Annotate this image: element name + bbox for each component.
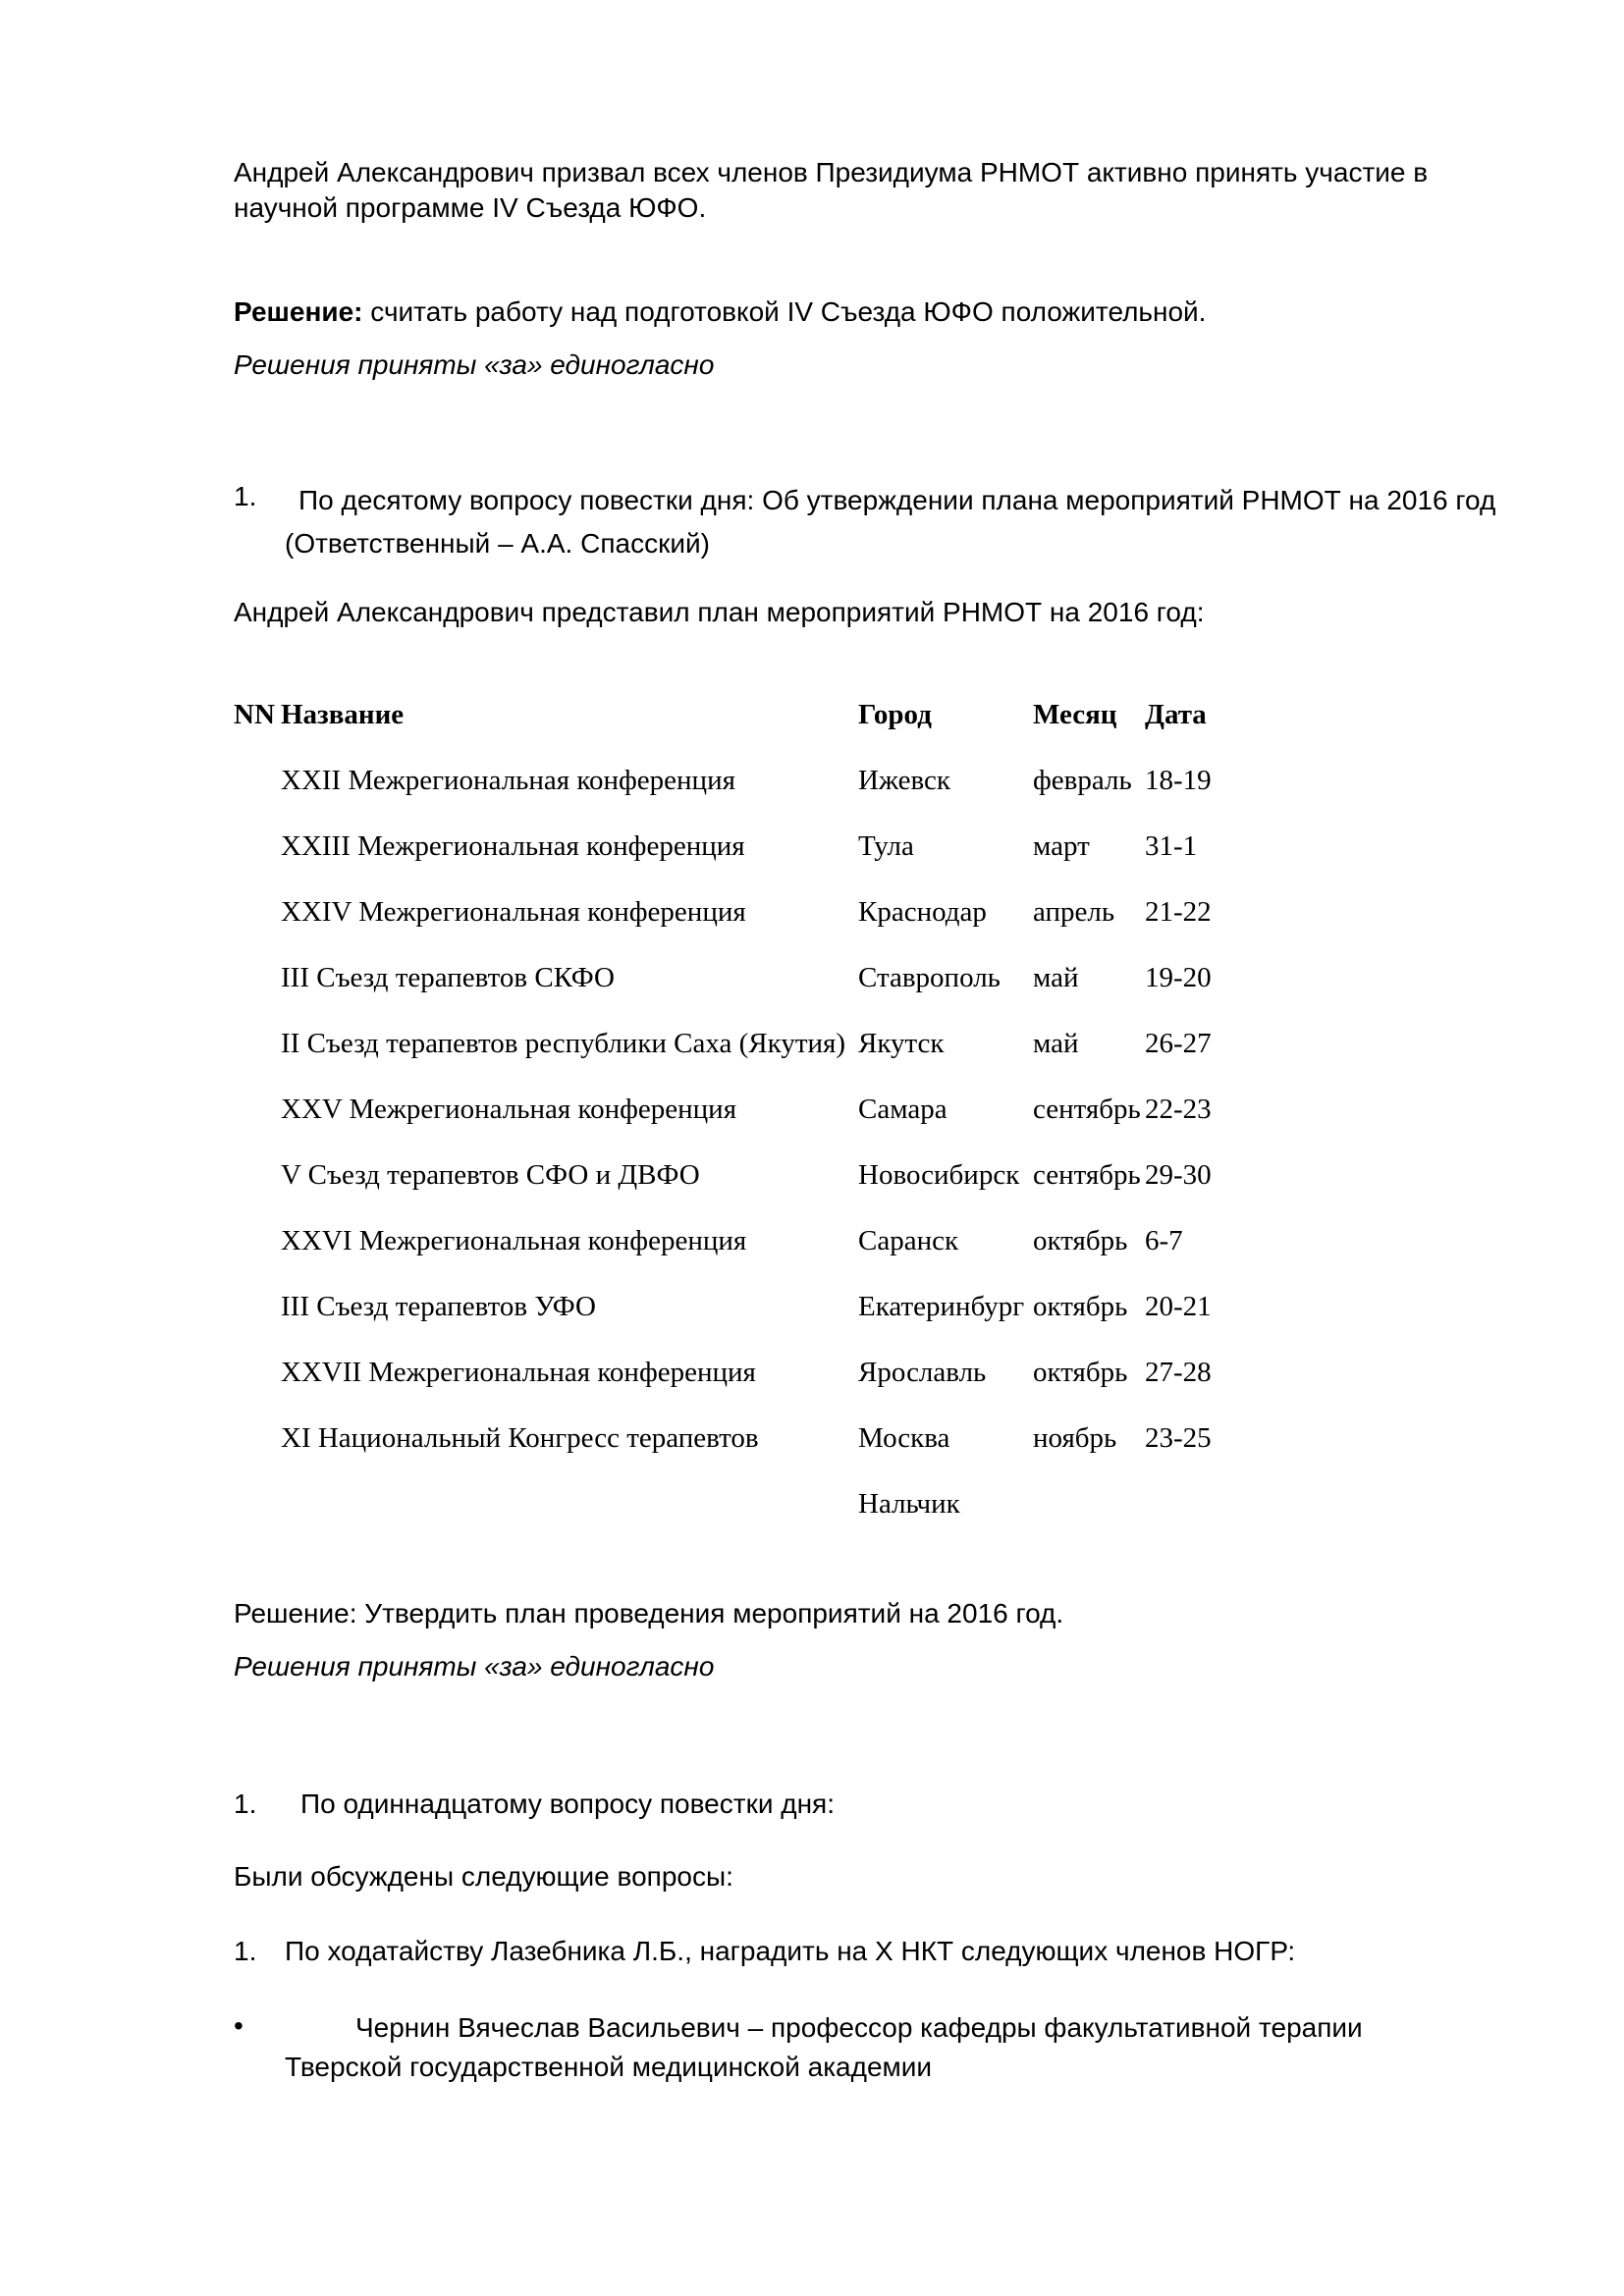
event-date: 22-23 — [1145, 1094, 1212, 1125]
event-month: октябрь — [1033, 1291, 1128, 1322]
event-month: май — [1033, 1028, 1079, 1059]
event-month: октябрь — [1033, 1357, 1128, 1388]
event-month: октябрь — [1033, 1225, 1128, 1256]
event-city: Екатеринбург — [858, 1291, 1025, 1322]
decision-2: Решение: Утвердить план проведения мероприятий на 2016 год. — [234, 1598, 1064, 1629]
event-city: Тула — [858, 830, 914, 862]
event-date: 27-28 — [1145, 1357, 1212, 1388]
agenda-item-10-text: По десятому вопросу повестки дня: Об утверждении плана мероприятий РНМОТ на 2016 год (Ответственный – А.А. Спасский) — [285, 485, 1496, 559]
event-city: Самара — [858, 1094, 947, 1125]
decision-1 — [234, 294, 1510, 330]
header-city: Город — [858, 699, 932, 730]
petition-item-number: 1. — [234, 1936, 257, 1966]
event-date: 20-21 — [1145, 1291, 1212, 1322]
event-city: Ярославль — [858, 1357, 987, 1388]
decision-1-label: Решение: — [234, 296, 363, 327]
event-name: XXIII Межрегиональная конференция — [281, 830, 745, 862]
agenda-item-11-text: По одиннадцатому вопросу повестки дня: — [300, 1789, 835, 1819]
event-month: март — [1033, 830, 1090, 862]
event-city: Нальчик — [858, 1488, 960, 1520]
unanimous-note-2: Решения приняты «за» единогласно — [234, 1651, 715, 1682]
event-name: III Съезд терапевтов УФО — [281, 1291, 596, 1322]
event-name: III Съезд терапевтов СКФО — [281, 962, 615, 993]
discussed-heading: Были обсуждены следующие вопросы: — [234, 1861, 733, 1892]
header-name: Название — [281, 699, 405, 730]
event-name: XXIV Межрегиональная конференция — [281, 896, 746, 928]
event-month: ноябрь — [1033, 1422, 1117, 1454]
petition-item-text: По ходатайству Лазебника Л.Б., наградить на Х НКТ следующих членов НОГР: — [285, 1936, 1296, 1966]
event-name: XI Национальный Конгресс терапевтов — [281, 1422, 759, 1454]
event-month: сентябрь — [1033, 1159, 1141, 1191]
event-city: Ижевск — [858, 765, 950, 796]
event-date: 26-27 — [1145, 1028, 1212, 1059]
bullet-icon: • — [234, 2010, 244, 2041]
event-city: Якутск — [858, 1028, 945, 1059]
event-name: XXV Межрегиональная конференция — [281, 1094, 737, 1125]
plan-presented-text: Андрей Александрович представил план мероприятий РНМОТ на 2016 год: — [234, 597, 1205, 627]
event-date: 19-20 — [1145, 962, 1212, 993]
event-date: 23-25 — [1145, 1422, 1212, 1454]
decision-1-text: считать работу над подготовкой IV Съезда ЮФО положительной. — [362, 296, 1207, 327]
event-month: февраль — [1033, 765, 1132, 796]
event-date: 31-1 — [1145, 830, 1198, 862]
header-date: Дата — [1145, 699, 1207, 730]
event-name: XXVI Межрегиональная конференция — [281, 1225, 747, 1256]
agenda-item-10-number: 1. — [234, 481, 257, 511]
agenda-item-11-number: 1. — [234, 1789, 257, 1819]
event-name: XXII Межрегиональная конференция — [281, 765, 735, 796]
event-month: апрель — [1033, 896, 1115, 928]
event-month: май — [1033, 962, 1079, 993]
intro-paragraph: Андрей Александрович призвал всех членов Президиума РНМОТ активно принять участие в научной программе IV Съезда ЮФО. — [234, 157, 1429, 223]
event-city: Новосибирск — [858, 1159, 1020, 1191]
event-date: 6-7 — [1145, 1225, 1183, 1256]
event-date: 18-19 — [1145, 765, 1212, 796]
event-name: II Съезд терапевтов республики Саха (Якутия) — [281, 1028, 846, 1059]
event-city: Краснодар — [858, 896, 987, 928]
event-city: Москва — [858, 1422, 950, 1454]
header-nn: NN — [234, 699, 275, 730]
event-month: сентябрь — [1033, 1094, 1141, 1125]
event-date: 21-22 — [1145, 896, 1212, 928]
unanimous-note-1: Решения приняты «за» единогласно — [234, 349, 715, 380]
event-name: V Съезд терапевтов СФО и ДВФО — [281, 1159, 700, 1191]
event-date: 29-30 — [1145, 1159, 1212, 1191]
event-name: XXVII Межрегиональная конференция — [281, 1357, 756, 1388]
award-recipient-text: Чернин Вячеслав Васильевич – профессор кафедры факультативной терапии Тверской государственной медицинской академии — [285, 2012, 1363, 2082]
header-month: Месяц — [1033, 699, 1117, 730]
event-city: Саранск — [858, 1225, 959, 1256]
event-city: Ставрополь — [858, 962, 1001, 993]
